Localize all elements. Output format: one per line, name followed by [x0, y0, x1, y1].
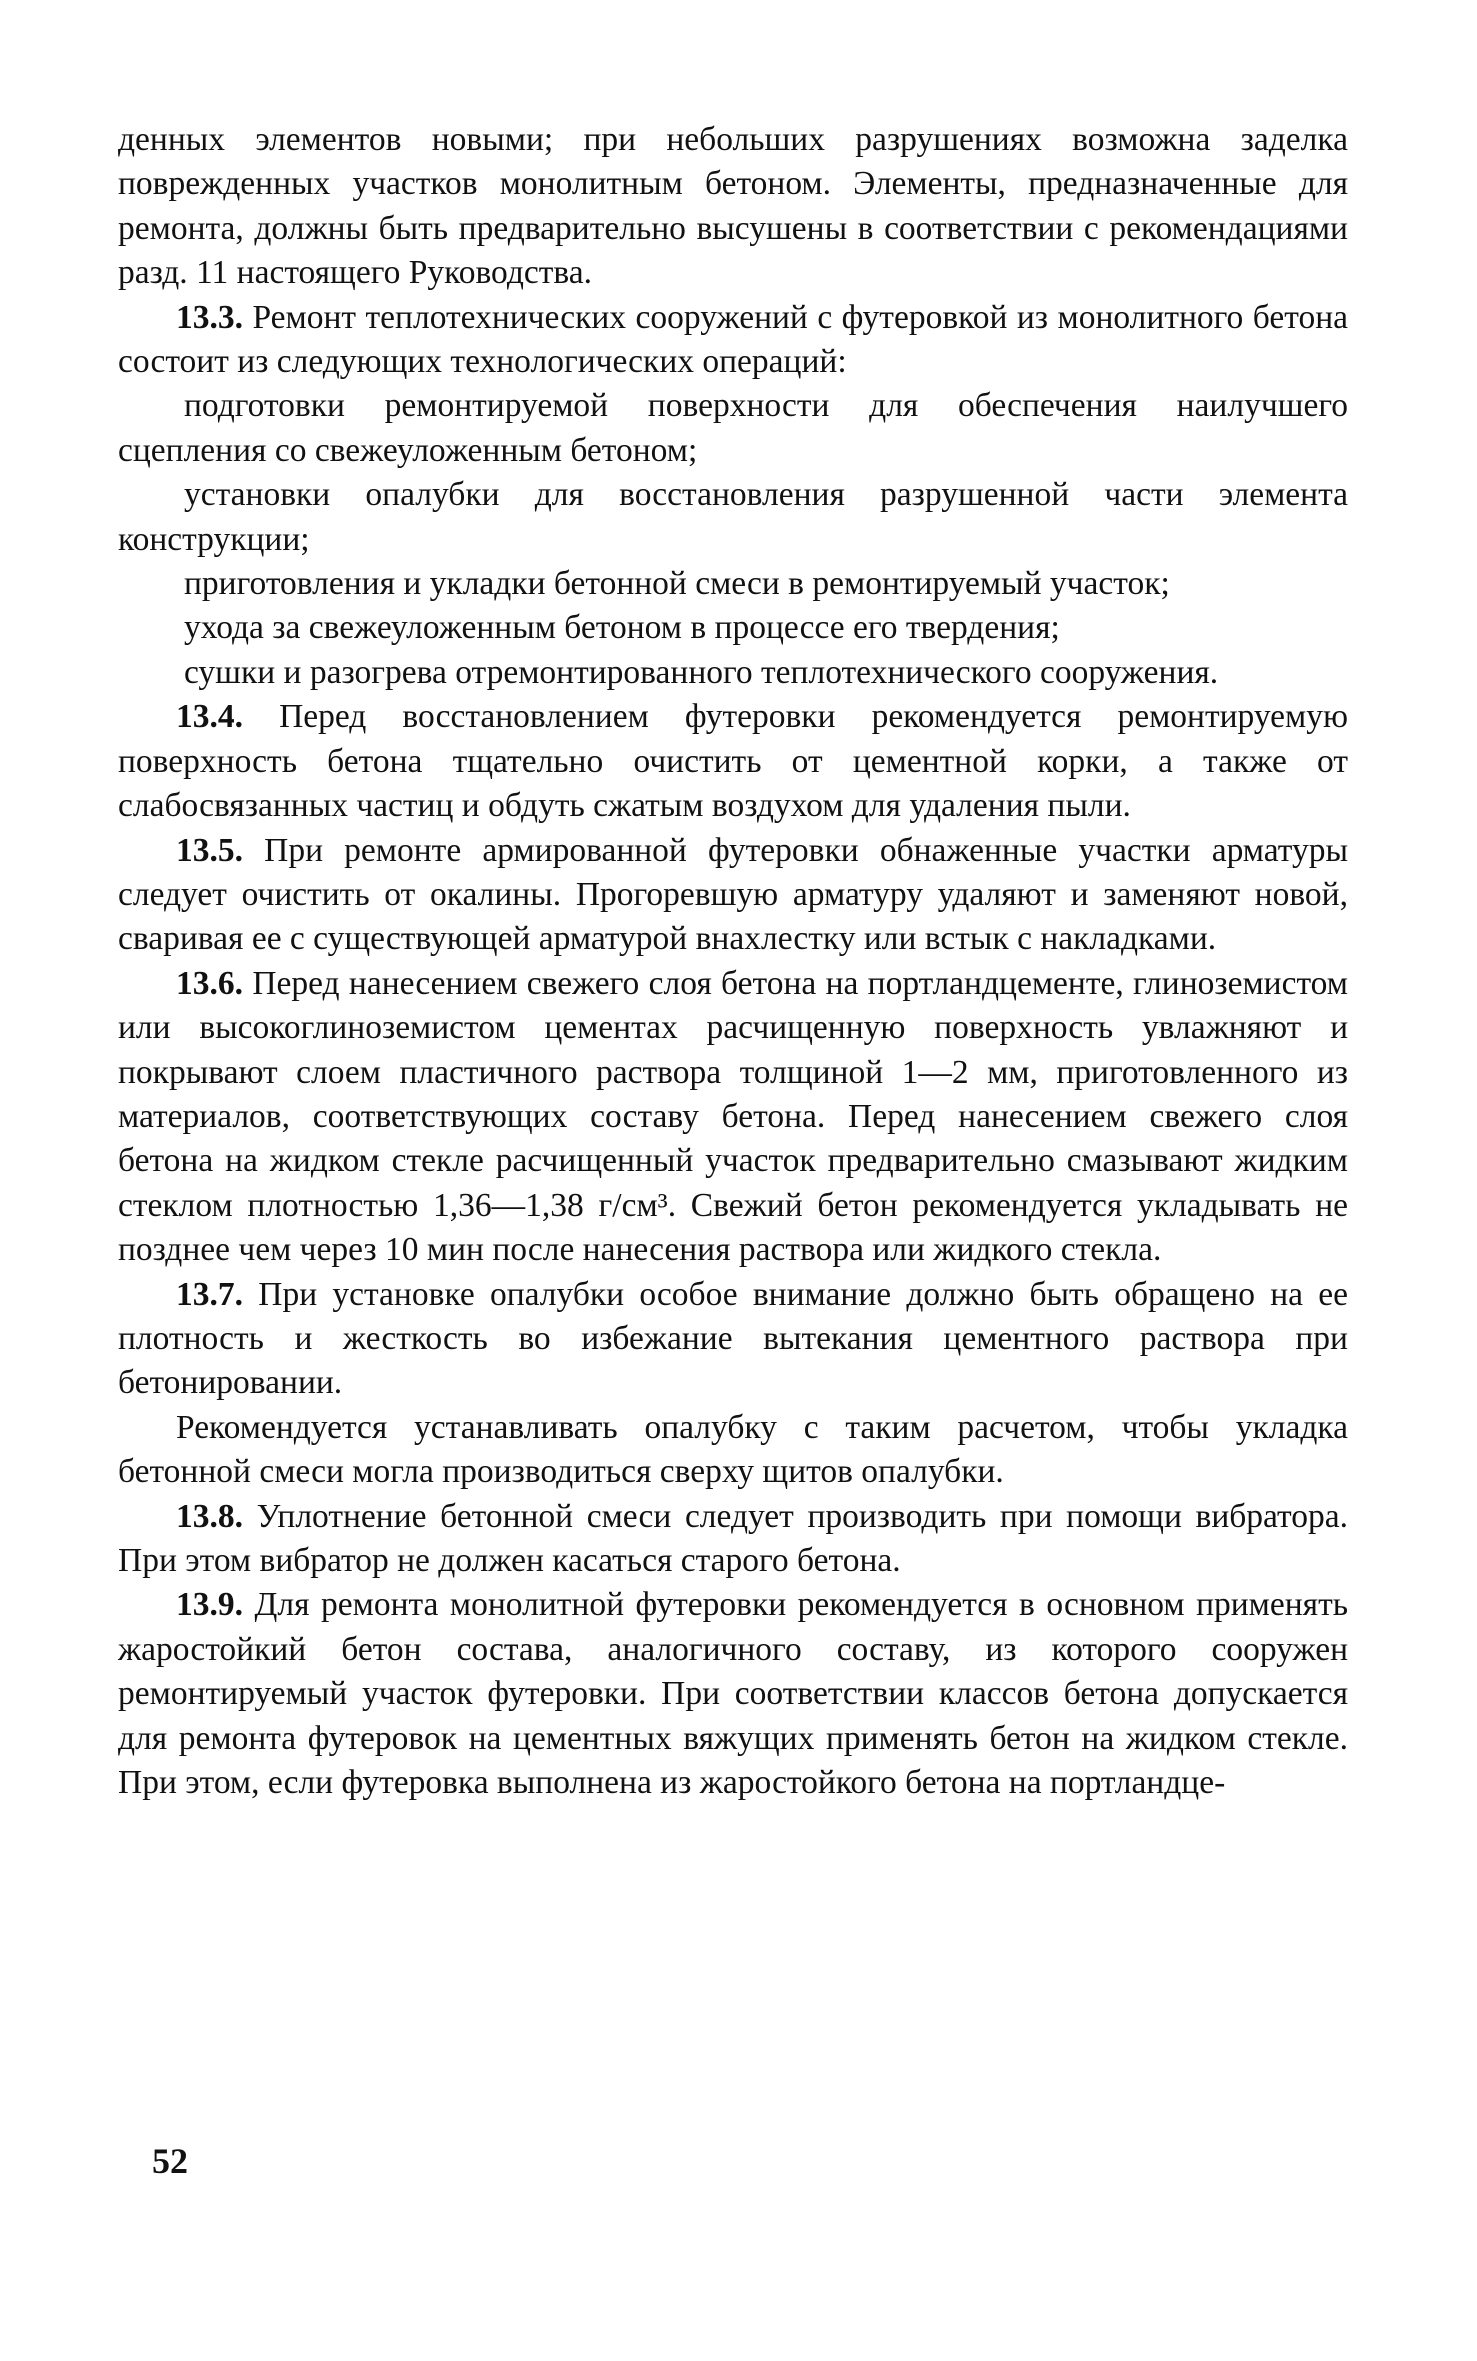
list-item-text: установки опалубки для восстановления разрушенной части элемента конструкции; [118, 476, 1348, 558]
paragraph-text: Перед восстановлением футеровки рекомендуется ремонтируемую поверхность бетона тщательно очистить от цементной корки, а также от слабосвязанных частиц и обдуть сжатым воздухом для удаления пыли. [118, 698, 1349, 825]
list-item-text: подготовки ремонтируемой поверхности для обеспечения наилучшего сцепления со свежеуложенным бетоном; [118, 387, 1348, 469]
list-item [118, 651, 1348, 695]
list-item [118, 606, 1348, 650]
paragraph-13-3 [118, 296, 1348, 385]
paragraph-13-6 [118, 962, 1348, 1273]
paragraph-recommendation [118, 1406, 1348, 1495]
paragraph-13-5 [118, 829, 1348, 962]
section-number: 13.9. [176, 1586, 243, 1624]
section-number: 13.7. [176, 1275, 243, 1313]
section-number: 13.3. [176, 298, 243, 336]
paragraph-text: Рекомендуется устанавливать опалубку с таким расчетом, чтобы укладка бетонной смеси могла производиться сверху щитов опалубки. [118, 1408, 1348, 1491]
paragraph-continuation [118, 118, 1348, 296]
list-item-text: ухода за свежеуложенным бетоном в процессе его твердения; [184, 609, 1060, 647]
paragraph-text: Перед нанесением свежего слоя бетона на портландцементе, глиноземистом или высокоглиноземистом цементах расчищенную поверхность увлажняют и покрывают слоем пластичного раствора толщиной 1—2 мм, приготовленного из материалов, соответствующих составу бетона. Перед нанесением свежего слоя бетона на жидком стекле расчищенный участок предварительно смазывают жидким стеклом плотностью 1,36—1,38 г/см³. Свежий бетон рекомендуется укладывать не позднее чем через 10 мин после нанесения раствора или жидкого стекла. [118, 964, 1348, 1269]
paragraph-13-8 [118, 1495, 1348, 1584]
section-number: 13.6. [176, 964, 243, 1002]
list-item-text: приготовления и укладки бетонной смеси в ремонтируемый участок; [184, 565, 1170, 603]
paragraph-text: Ремонт теплотехнических сооружений с футеровкой из монолитного бетона состоит из следующих технологических операций: [118, 298, 1348, 381]
section-number: 13.5. [176, 831, 243, 869]
page-body [118, 118, 1348, 1805]
list-item [118, 562, 1348, 606]
section-number: 13.8. [176, 1497, 243, 1535]
paragraph-text: Для ремонта монолитной футеровки рекомендуется в основном применять жаростойкий бетон состава, аналогичного составу, из которого сооружен ремонтируемый участок футеровки. При соответствии классов бетона допускается для ремонта футеровок на цементных вяжущих применять бетон на жидком стекле. При этом, если футеровка выполнена из жаростойкого бетона на портландце- [118, 1586, 1348, 1802]
list-item [118, 384, 1348, 473]
list-item [118, 473, 1348, 562]
paragraph-text: При ремонте армированной футеровки обнаженные участки арматуры следует очистить от окалины. Прогоревшую арматуру удаляют и заменяют новой, сваривая ее с существующей арматурой внахлестку или встык с накладками. [118, 831, 1348, 958]
paragraph-13-4 [118, 695, 1348, 828]
list-item-text: сушки и разогрева отремонтированного теплотехнического сооружения. [184, 653, 1219, 691]
paragraph-13-9 [118, 1583, 1348, 1805]
paragraph-13-7 [118, 1273, 1348, 1406]
section-number: 13.4. [176, 698, 243, 736]
paragraph-text: денных элементов новыми; при небольших разрушениях возможна заделка поврежденных участков монолитным бетоном. Элементы, предназначенные для ремонта, должны быть предварительно высушены в соответствии с рекомендациями разд. 11 настоящего Руководства. [118, 121, 1348, 292]
paragraph-text: Уплотнение бетонной смеси следует производить при помощи вибратора. При этом вибратор не должен касаться старого бетона. [118, 1497, 1348, 1579]
paragraph-text: При установке опалубки особое внимание должно быть обращено на ее плотность и жесткость во избежание вытекания цементного раствора при бетонировании. [118, 1275, 1348, 1402]
page-number: 52 [152, 2141, 188, 2181]
